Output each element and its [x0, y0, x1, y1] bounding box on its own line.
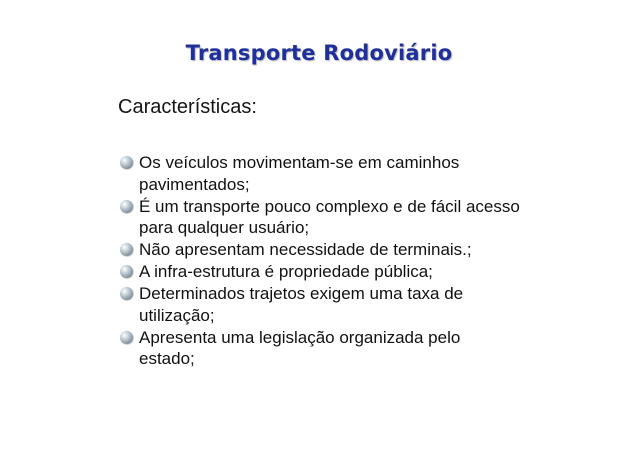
- sphere-bullet-icon: [120, 331, 133, 344]
- bullet-text: Apresenta uma legislação organizada pelo estado;: [139, 327, 461, 368]
- slide-subtitle: Características:: [118, 96, 257, 118]
- bullet-text: Não apresentam necessidade de terminais.;: [139, 240, 472, 259]
- bullet-item: [120, 196, 520, 239]
- bullet-text: A infra-estrutura é propriedade pública;: [139, 262, 433, 281]
- bullet-item: [120, 239, 520, 261]
- bullet-item: [120, 283, 520, 326]
- bullet-item: [120, 327, 520, 370]
- bullet-item: [120, 261, 520, 283]
- bullet-text: Determinados trajetos exigem uma taxa de utilização;: [139, 284, 464, 325]
- sphere-bullet-icon: [120, 287, 133, 300]
- slide-title: Transporte Rodoviário: [185, 41, 453, 65]
- bullet-list: [120, 152, 520, 370]
- sphere-bullet-icon: [120, 265, 133, 278]
- sphere-bullet-icon: [120, 156, 133, 169]
- sphere-bullet-icon: [120, 243, 133, 256]
- sphere-bullet-icon: [120, 200, 133, 213]
- bullet-text: Os veículos movimentam-se em caminhos pavimentados;: [139, 153, 460, 194]
- bullet-item: [120, 152, 520, 195]
- bullet-text: É um transporte pouco complexo e de fácil acesso para qualquer usuário;: [139, 196, 520, 237]
